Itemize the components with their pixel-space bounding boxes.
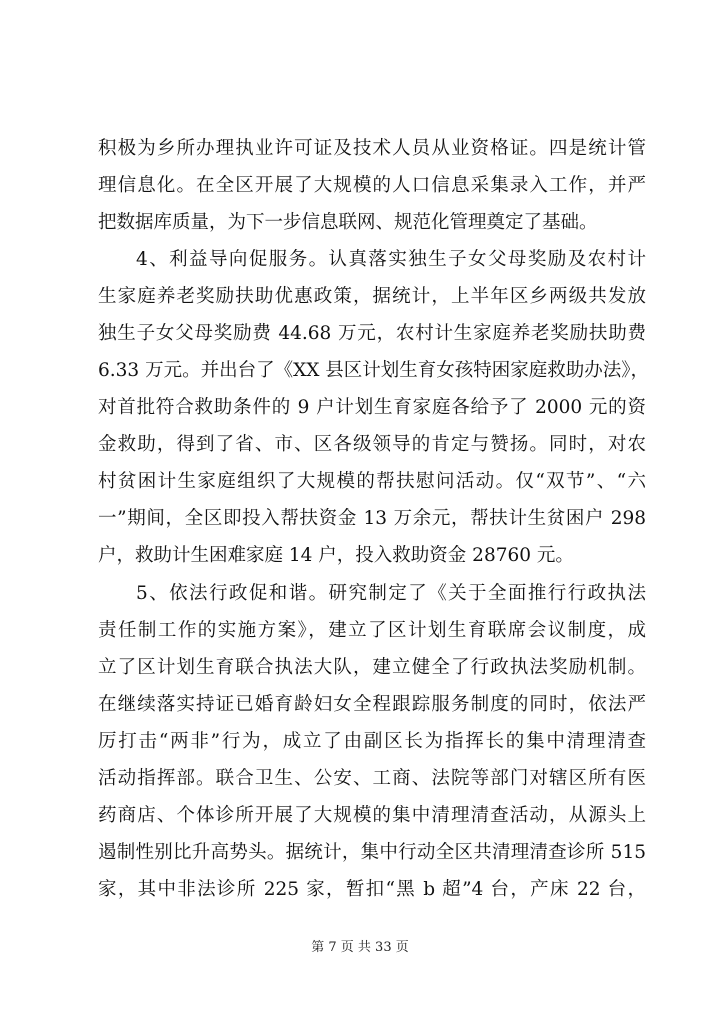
paragraph-line: 责任制工作的实施方案》，建立了区计划生育联席会议制度，成	[98, 620, 646, 641]
paragraph-line: 把数据库质量，为下一步信息联网、规范化管理奠定了基础。	[98, 212, 598, 233]
paragraph-line: 5、依法行政促和谐。研究制定了《关于全面推行行政执法	[136, 583, 646, 604]
paragraph-line: 6.33 万元。并出台了《XX 县区计划生育女孩特困家庭救助办法》，	[98, 360, 650, 381]
paragraph-line: 遏制性别比升高势头。据统计，集中行动全区共清理清查诊所 515	[98, 842, 646, 863]
paragraph-line: 积极为乡所办理执业许可证及技术人员从业资格证。四是统计管	[98, 138, 646, 159]
paragraph-line: 药商店、个体诊所开展了大规模的集中清理清查活动，从源头上	[98, 805, 646, 826]
paragraph-line: 理信息化。在全区开展了大规模的人口信息采集录入工作，并严	[98, 175, 646, 196]
paragraph-line: 村贫困计生家庭组织了大规模的帮扶慰问活动。仅“双节”、“六	[98, 471, 646, 492]
paragraph-line: 家，其中非法诊所 225 家，暂扣“黑 b 超”4 台，产床 22 台，	[98, 879, 646, 900]
paragraph-line: 活动指挥部。联合卫生、公安、工商、法院等部门对辖区所有医	[98, 768, 646, 789]
paragraph-line: 对首批符合救助条件的 9 户计划生育家庭各给予了 2000 元的资	[98, 397, 646, 418]
paragraph-line: 金救助，得到了省、市、区各级领导的肯定与赞扬。同时，对农	[98, 434, 646, 455]
paragraph-line: 一”期间，全区即投入帮扶资金 13 万余元，帮扶计生贫困户 298	[98, 508, 646, 529]
paragraph-line: 在继续落实持证已婚育龄妇女全程跟踪服务制度的同时，依法严	[98, 694, 646, 715]
paragraph-line: 独生子女父母奖励费 44.68 万元，农村计生家庭养老奖励扶助费	[98, 323, 646, 344]
paragraph-line: 户，救助计生困难家庭 14 户，投入救助资金 28760 元。	[98, 545, 574, 566]
paragraph-line: 立了区计划生育联合执法大队，建立健全了行政执法奖励机制。	[98, 657, 646, 678]
page-number-footer: 第 7 页 共 33 页	[311, 940, 409, 955]
paragraph-line: 生家庭养老奖励扶助优惠政策，据统计，上半年区乡两级共发放	[98, 286, 646, 307]
paragraph-line: 4、利益导向促服务。认真落实独生子女父母奖励及农村计	[136, 249, 646, 270]
paragraph-line: 厉打击“两非”行为，成立了由副区长为指挥长的集中清理清查	[98, 731, 646, 752]
